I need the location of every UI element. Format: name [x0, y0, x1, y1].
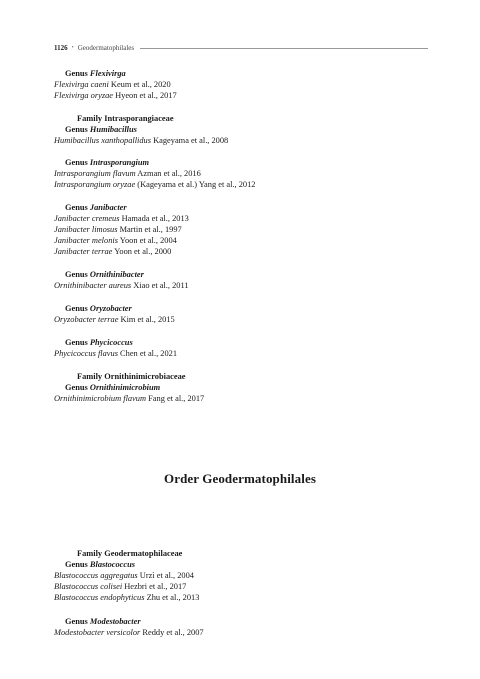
genus-heading: Genus Flexivirga	[65, 69, 126, 78]
family-name: Geodermatophilaceae	[104, 549, 183, 558]
genus-name: Intrasporangium	[89, 158, 150, 167]
species-name: Blastococcus aggregatus	[54, 571, 138, 580]
order-heading: Order Geodermatophilales	[163, 471, 316, 486]
species-name: Intrasporangium flavum	[54, 169, 136, 178]
family-heading: Family Ornithinimicrobiaceae	[77, 372, 186, 381]
species-name: Oryzobacter terrae	[54, 315, 119, 324]
species-entry	[54, 393, 204, 404]
species-entry	[54, 235, 177, 246]
species-entry	[54, 581, 186, 592]
genus-heading: Genus Intrasporangium	[65, 158, 150, 167]
family-heading: Family Intrasporangiaceae	[77, 114, 174, 123]
species-name: Blastococcus endophyticus	[54, 593, 145, 602]
species-authority: Urzì et al., 2004	[139, 571, 194, 580]
species-name: Janibacter cremeus	[54, 214, 120, 223]
genus-name: Oryzobacter	[89, 304, 132, 313]
genus-name: Blastococcus	[89, 560, 136, 569]
species-authority: Xiao et al., 2011	[133, 281, 189, 290]
species-name: Ornithinimicrobium flavum	[54, 394, 147, 403]
species-name: Janibacter melonis	[54, 236, 118, 245]
species-authority: Yoon et al., 2004	[119, 236, 177, 245]
family-heading: Family Geodermatophilaceae	[77, 549, 183, 558]
genus-name: Janibacter	[89, 203, 127, 212]
genus-name: Flexivirga	[89, 69, 126, 78]
species-authority: Hyeon et al., 2017	[115, 91, 177, 100]
family-name: Ornithinimicrobiaceae	[104, 372, 186, 381]
species-name: Janibacter terrae	[54, 247, 113, 256]
species-authority: Reddy et al., 2007	[142, 628, 204, 637]
genus-name: Ornithinibacter	[89, 270, 144, 279]
genus-name: Ornithinimicrobium	[89, 383, 161, 392]
genus-heading: Genus Janibacter	[65, 203, 127, 212]
species-authority: Azman et al., 2016	[137, 169, 201, 178]
species-entry	[54, 135, 228, 146]
page-number: 1126	[54, 44, 68, 52]
species-name: Flexivirga caeni	[54, 80, 109, 89]
genus-heading: Genus Humibacillus	[65, 125, 137, 134]
header-rule	[140, 48, 428, 49]
header-bullet: •	[71, 45, 74, 51]
species-name: Ornithinibacter aureus	[54, 281, 132, 290]
species-authority: Keum et al., 2020	[110, 80, 171, 89]
genus-heading: Genus Oryzobacter	[65, 304, 132, 313]
species-entry	[54, 314, 175, 325]
genus-heading: Genus Phycicoccus	[65, 338, 133, 347]
species-entry	[54, 179, 255, 190]
species-name: Janibacter limosus	[54, 225, 118, 234]
species-name: Humibacillus xanthopallidus	[54, 136, 152, 145]
species-authority: Martin et al., 1997	[119, 225, 182, 234]
species-authority: (Kageyama et al.) Yang et al., 2012	[137, 180, 256, 189]
species-name: Blastococcus colisei	[54, 582, 123, 591]
genus-name: Humibacillus	[89, 125, 137, 134]
species-authority: Hamada et al., 2013	[121, 214, 189, 223]
species-name: Flexivirga oryzae	[54, 91, 113, 100]
species-authority: Yoon et al., 2000	[114, 247, 172, 256]
species-authority: Hezbri et al., 2017	[124, 582, 187, 591]
genus-heading: Genus Ornithinimicrobium	[65, 383, 161, 392]
genus-name: Modestobacter	[89, 617, 141, 626]
species-entry	[54, 90, 177, 101]
species-entry	[54, 570, 194, 581]
species-name: Phycicoccus flavus	[54, 349, 118, 358]
species-entry	[54, 246, 171, 257]
genus-heading: Genus Modestobacter	[65, 617, 141, 626]
species-entry	[54, 168, 201, 179]
running-header	[54, 42, 428, 54]
species-entry	[54, 348, 177, 359]
species-authority: Zhu et al., 2013	[146, 593, 200, 602]
genus-heading: Genus Ornithinibacter	[65, 270, 144, 279]
species-authority: Kageyama et al., 2008	[153, 136, 229, 145]
species-entry	[54, 280, 189, 291]
species-name: Intrasporangium oryzae	[54, 180, 136, 189]
species-authority: Kim et al., 2015	[120, 315, 175, 324]
species-authority: Chen et al., 2021	[120, 349, 178, 358]
species-entry	[54, 592, 199, 603]
species-entry	[54, 213, 189, 224]
species-entry	[54, 224, 182, 235]
species-name: Modestobacter versicolor	[54, 628, 141, 637]
species-authority: Fang et al., 2017	[148, 394, 205, 403]
species-entry	[54, 79, 171, 90]
genus-heading: Genus Blastococcus	[65, 560, 136, 569]
species-entry	[54, 627, 204, 638]
family-name: Intrasporangiaceae	[104, 114, 174, 123]
running-title: Geodermatophilales	[77, 44, 135, 52]
genus-name: Phycicoccus	[89, 338, 133, 347]
